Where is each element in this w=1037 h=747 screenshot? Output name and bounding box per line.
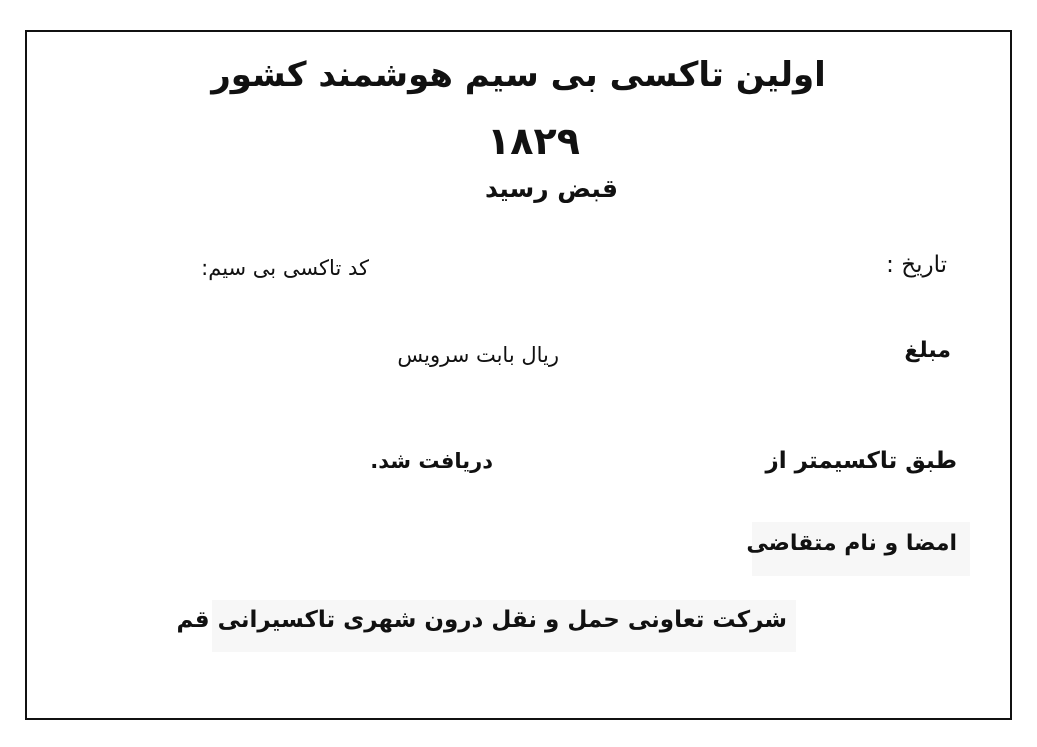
date-label: تاریخ :: [886, 252, 947, 278]
taxi-code-label: کد تاکسی بی سیم:: [201, 256, 369, 280]
receipt-title: اولین تاکسی بی سیم هوشمند کشور: [211, 55, 826, 95]
company-name: شرکت تعاونی حمل و نقل درون شهری تاکسیرانی قم: [176, 607, 787, 633]
amount-label: مبلغ: [904, 338, 951, 363]
received-text: دریافت شد.: [370, 449, 493, 473]
taximeter-label: طبق تاکسیمتر از: [765, 448, 957, 474]
signature-label: امضا و نام متقاضی: [746, 531, 957, 556]
receipt-subtitle: قبض رسید: [484, 174, 618, 203]
receipt-number: ۱۸۲۹: [487, 119, 580, 163]
rial-service-text: ریال بابت سرویس: [397, 343, 559, 367]
